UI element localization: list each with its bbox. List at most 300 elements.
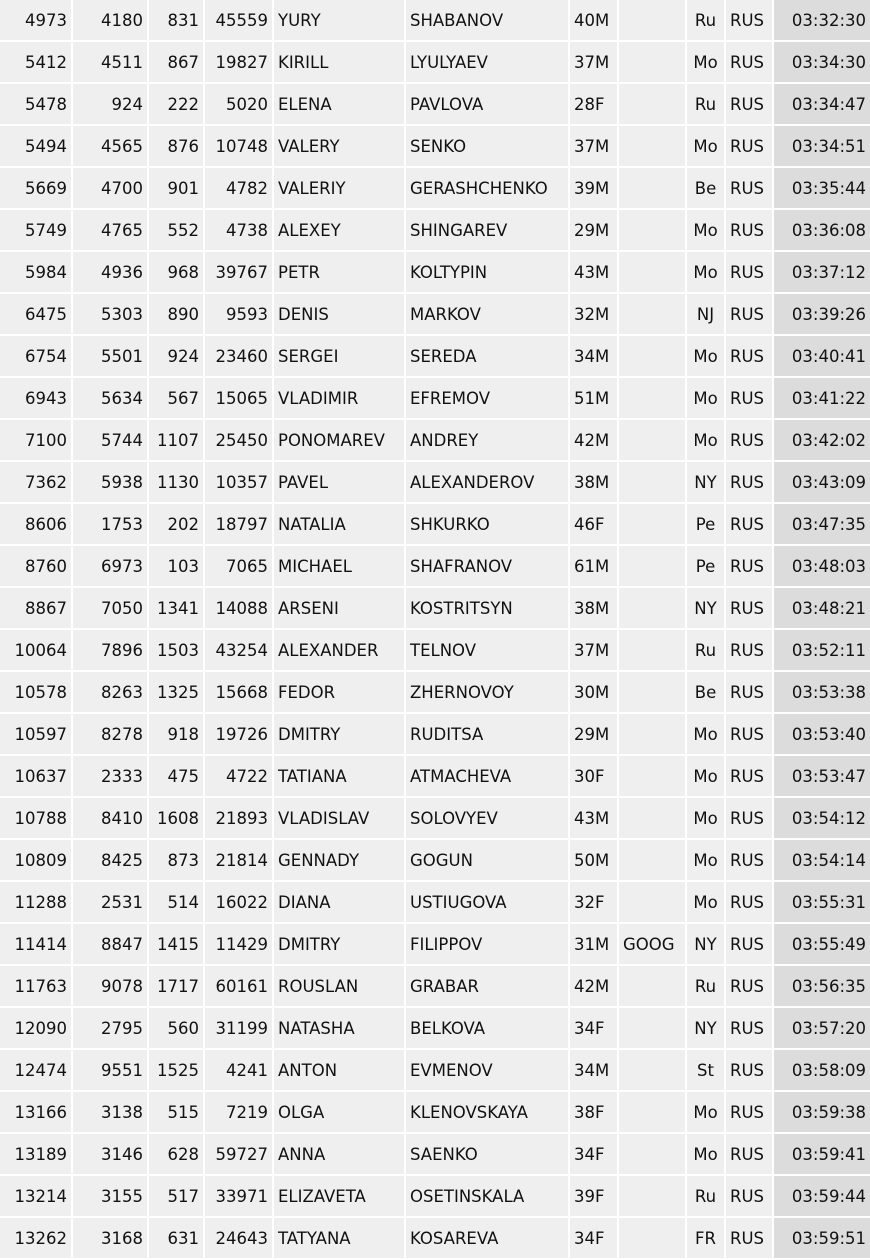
team-cell	[619, 588, 687, 630]
state-cell: NY	[687, 588, 726, 630]
time-cell: 03:34:47	[774, 84, 870, 126]
gender-place-cell: 2333	[73, 756, 149, 798]
bib-cell: 59727	[205, 1134, 274, 1176]
table-row	[0, 1008, 870, 1050]
division-place-cell: 1717	[149, 966, 205, 1008]
gender-place-cell: 8410	[73, 798, 149, 840]
age-sex-cell: 61M	[570, 546, 619, 588]
gender-place-cell: 4565	[73, 126, 149, 168]
country-cell: RUS	[726, 84, 774, 126]
last-name-cell: SOLOVYEV	[406, 798, 570, 840]
team-cell	[619, 882, 687, 924]
team-cell	[619, 168, 687, 210]
last-name-cell: OSETINSKALA	[406, 1176, 570, 1218]
last-name-cell: ALEXANDEROV	[406, 462, 570, 504]
division-place-cell: 552	[149, 210, 205, 252]
first-name-cell: ANTON	[274, 1050, 406, 1092]
age-sex-cell: 29M	[570, 210, 619, 252]
bib-cell: 60161	[205, 966, 274, 1008]
table-row	[0, 0, 870, 42]
first-name-cell: YURY	[274, 0, 406, 42]
bib-cell: 43254	[205, 630, 274, 672]
team-cell	[619, 756, 687, 798]
place-cell: 5478	[0, 84, 73, 126]
country-cell: RUS	[726, 630, 774, 672]
time-cell: 03:39:26	[774, 294, 870, 336]
age-sex-cell: 34F	[570, 1218, 619, 1260]
time-cell: 03:32:30	[774, 0, 870, 42]
bib-cell: 23460	[205, 336, 274, 378]
team-cell	[619, 252, 687, 294]
division-place-cell: 517	[149, 1176, 205, 1218]
bib-cell: 16022	[205, 882, 274, 924]
bib-cell: 11429	[205, 924, 274, 966]
table-row	[0, 588, 870, 630]
table-row	[0, 168, 870, 210]
table-row	[0, 546, 870, 588]
time-cell: 03:36:08	[774, 210, 870, 252]
last-name-cell: KOSAREVA	[406, 1218, 570, 1260]
first-name-cell: VLADIMIR	[274, 378, 406, 420]
table-row	[0, 42, 870, 84]
division-place-cell: 475	[149, 756, 205, 798]
gender-place-cell: 8425	[73, 840, 149, 882]
state-cell: Mo	[687, 1092, 726, 1134]
bib-cell: 21814	[205, 840, 274, 882]
age-sex-cell: 37M	[570, 126, 619, 168]
state-cell: Mo	[687, 714, 726, 756]
last-name-cell: ANDREY	[406, 420, 570, 462]
time-cell: 03:59:44	[774, 1176, 870, 1218]
team-cell	[619, 966, 687, 1008]
team-cell	[619, 378, 687, 420]
bib-cell: 33971	[205, 1176, 274, 1218]
team-cell	[619, 504, 687, 546]
state-cell: NY	[687, 1008, 726, 1050]
division-place-cell: 1415	[149, 924, 205, 966]
place-cell: 7100	[0, 420, 73, 462]
division-place-cell: 867	[149, 42, 205, 84]
place-cell: 6475	[0, 294, 73, 336]
gender-place-cell: 5634	[73, 378, 149, 420]
gender-place-cell: 3138	[73, 1092, 149, 1134]
division-place-cell: 1608	[149, 798, 205, 840]
bib-cell: 4241	[205, 1050, 274, 1092]
table-row	[0, 294, 870, 336]
state-cell: Mo	[687, 252, 726, 294]
state-cell: Be	[687, 168, 726, 210]
table-row	[0, 672, 870, 714]
bib-cell: 4782	[205, 168, 274, 210]
gender-place-cell: 9078	[73, 966, 149, 1008]
age-sex-cell: 30M	[570, 672, 619, 714]
gender-place-cell: 9551	[73, 1050, 149, 1092]
division-place-cell: 1525	[149, 1050, 205, 1092]
division-place-cell: 1503	[149, 630, 205, 672]
first-name-cell: VALERIY	[274, 168, 406, 210]
age-sex-cell: 32M	[570, 294, 619, 336]
gender-place-cell: 8278	[73, 714, 149, 756]
place-cell: 6943	[0, 378, 73, 420]
last-name-cell: MARKOV	[406, 294, 570, 336]
team-cell	[619, 798, 687, 840]
bib-cell: 9593	[205, 294, 274, 336]
time-cell: 03:57:20	[774, 1008, 870, 1050]
first-name-cell: ALEXANDER	[274, 630, 406, 672]
first-name-cell: VALERY	[274, 126, 406, 168]
first-name-cell: DMITRY	[274, 924, 406, 966]
table-row	[0, 504, 870, 546]
last-name-cell: PAVLOVA	[406, 84, 570, 126]
bib-cell: 24643	[205, 1218, 274, 1260]
team-cell	[619, 0, 687, 42]
division-place-cell: 628	[149, 1134, 205, 1176]
place-cell: 5412	[0, 42, 73, 84]
division-place-cell: 514	[149, 882, 205, 924]
first-name-cell: DIANA	[274, 882, 406, 924]
age-sex-cell: 46F	[570, 504, 619, 546]
country-cell: RUS	[726, 1134, 774, 1176]
time-cell: 03:53:47	[774, 756, 870, 798]
team-cell	[619, 714, 687, 756]
last-name-cell: LYULYAEV	[406, 42, 570, 84]
bib-cell: 4722	[205, 756, 274, 798]
country-cell: RUS	[726, 840, 774, 882]
gender-place-cell: 4936	[73, 252, 149, 294]
place-cell: 10788	[0, 798, 73, 840]
table-row	[0, 420, 870, 462]
table-row	[0, 84, 870, 126]
state-cell: Mo	[687, 798, 726, 840]
first-name-cell: PONOMAREV	[274, 420, 406, 462]
time-cell: 03:37:12	[774, 252, 870, 294]
table-row	[0, 1050, 870, 1092]
team-cell	[619, 630, 687, 672]
place-cell: 11414	[0, 924, 73, 966]
country-cell: RUS	[726, 210, 774, 252]
state-cell: FR	[687, 1218, 726, 1260]
age-sex-cell: 43M	[570, 252, 619, 294]
state-cell: Ru	[687, 630, 726, 672]
age-sex-cell: 34F	[570, 1134, 619, 1176]
gender-place-cell: 8263	[73, 672, 149, 714]
age-sex-cell: 37M	[570, 42, 619, 84]
bib-cell: 5020	[205, 84, 274, 126]
country-cell: RUS	[726, 0, 774, 42]
last-name-cell: FILIPPOV	[406, 924, 570, 966]
gender-place-cell: 1753	[73, 504, 149, 546]
division-place-cell: 918	[149, 714, 205, 756]
age-sex-cell: 50M	[570, 840, 619, 882]
division-place-cell: 890	[149, 294, 205, 336]
gender-place-cell: 4700	[73, 168, 149, 210]
first-name-cell: DENIS	[274, 294, 406, 336]
country-cell: RUS	[726, 378, 774, 420]
first-name-cell: DMITRY	[274, 714, 406, 756]
bib-cell: 18797	[205, 504, 274, 546]
first-name-cell: VLADISLAV	[274, 798, 406, 840]
place-cell: 13166	[0, 1092, 73, 1134]
time-cell: 03:55:49	[774, 924, 870, 966]
last-name-cell: GERASHCHENKO	[406, 168, 570, 210]
age-sex-cell: 29M	[570, 714, 619, 756]
first-name-cell: FEDOR	[274, 672, 406, 714]
table-row	[0, 798, 870, 840]
gender-place-cell: 3146	[73, 1134, 149, 1176]
first-name-cell: NATALIA	[274, 504, 406, 546]
state-cell: Mo	[687, 1134, 726, 1176]
first-name-cell: OLGA	[274, 1092, 406, 1134]
bib-cell: 7065	[205, 546, 274, 588]
state-cell: NY	[687, 924, 726, 966]
place-cell: 10637	[0, 756, 73, 798]
table-row	[0, 1134, 870, 1176]
last-name-cell: GRABAR	[406, 966, 570, 1008]
country-cell: RUS	[726, 924, 774, 966]
time-cell: 03:34:30	[774, 42, 870, 84]
team-cell	[619, 294, 687, 336]
place-cell: 10578	[0, 672, 73, 714]
country-cell: RUS	[726, 1050, 774, 1092]
state-cell: Mo	[687, 882, 726, 924]
last-name-cell: KOSTRITSYN	[406, 588, 570, 630]
bib-cell: 19726	[205, 714, 274, 756]
state-cell: Ru	[687, 1176, 726, 1218]
place-cell: 13262	[0, 1218, 73, 1260]
gender-place-cell: 5501	[73, 336, 149, 378]
division-place-cell: 567	[149, 378, 205, 420]
gender-place-cell: 4511	[73, 42, 149, 84]
time-cell: 03:56:35	[774, 966, 870, 1008]
division-place-cell: 1107	[149, 420, 205, 462]
age-sex-cell: 51M	[570, 378, 619, 420]
bib-cell: 39767	[205, 252, 274, 294]
time-cell: 03:53:40	[774, 714, 870, 756]
gender-place-cell: 7050	[73, 588, 149, 630]
last-name-cell: BELKOVA	[406, 1008, 570, 1050]
time-cell: 03:47:35	[774, 504, 870, 546]
time-cell: 03:54:14	[774, 840, 870, 882]
time-cell: 03:40:41	[774, 336, 870, 378]
place-cell: 8867	[0, 588, 73, 630]
bib-cell: 15065	[205, 378, 274, 420]
age-sex-cell: 34F	[570, 1008, 619, 1050]
last-name-cell: TELNOV	[406, 630, 570, 672]
gender-place-cell: 3168	[73, 1218, 149, 1260]
team-cell	[619, 1008, 687, 1050]
division-place-cell: 831	[149, 0, 205, 42]
place-cell: 8760	[0, 546, 73, 588]
country-cell: RUS	[726, 42, 774, 84]
age-sex-cell: 32F	[570, 882, 619, 924]
first-name-cell: MICHAEL	[274, 546, 406, 588]
gender-place-cell: 3155	[73, 1176, 149, 1218]
first-name-cell: GENNADY	[274, 840, 406, 882]
country-cell: RUS	[726, 672, 774, 714]
division-place-cell: 876	[149, 126, 205, 168]
table-row	[0, 126, 870, 168]
state-cell: Mo	[687, 42, 726, 84]
gender-place-cell: 5303	[73, 294, 149, 336]
table-row	[0, 630, 870, 672]
state-cell: St	[687, 1050, 726, 1092]
country-cell: RUS	[726, 462, 774, 504]
age-sex-cell: 39F	[570, 1176, 619, 1218]
bib-cell: 31199	[205, 1008, 274, 1050]
country-cell: RUS	[726, 798, 774, 840]
country-cell: RUS	[726, 714, 774, 756]
gender-place-cell: 2531	[73, 882, 149, 924]
time-cell: 03:54:12	[774, 798, 870, 840]
time-cell: 03:41:22	[774, 378, 870, 420]
division-place-cell: 1130	[149, 462, 205, 504]
table-row	[0, 252, 870, 294]
team-cell	[619, 672, 687, 714]
team-cell	[619, 336, 687, 378]
team-cell	[619, 1134, 687, 1176]
division-place-cell: 631	[149, 1218, 205, 1260]
division-place-cell: 901	[149, 168, 205, 210]
age-sex-cell: 43M	[570, 798, 619, 840]
state-cell: Mo	[687, 840, 726, 882]
country-cell: RUS	[726, 126, 774, 168]
country-cell: RUS	[726, 1218, 774, 1260]
place-cell: 5494	[0, 126, 73, 168]
state-cell: Ru	[687, 84, 726, 126]
country-cell: RUS	[726, 756, 774, 798]
bib-cell: 21893	[205, 798, 274, 840]
table-row	[0, 1176, 870, 1218]
table-row	[0, 966, 870, 1008]
place-cell: 4973	[0, 0, 73, 42]
table-row	[0, 378, 870, 420]
table-row	[0, 336, 870, 378]
division-place-cell: 968	[149, 252, 205, 294]
country-cell: RUS	[726, 420, 774, 462]
country-cell: RUS	[726, 1176, 774, 1218]
division-place-cell: 560	[149, 1008, 205, 1050]
place-cell: 10597	[0, 714, 73, 756]
gender-place-cell: 5938	[73, 462, 149, 504]
last-name-cell: ZHERNOVOY	[406, 672, 570, 714]
age-sex-cell: 38M	[570, 588, 619, 630]
gender-place-cell: 6973	[73, 546, 149, 588]
state-cell: Pe	[687, 546, 726, 588]
state-cell: Mo	[687, 336, 726, 378]
country-cell: RUS	[726, 168, 774, 210]
first-name-cell: PETR	[274, 252, 406, 294]
table-row	[0, 462, 870, 504]
country-cell: RUS	[726, 588, 774, 630]
bib-cell: 10748	[205, 126, 274, 168]
division-place-cell: 924	[149, 336, 205, 378]
age-sex-cell: 39M	[570, 168, 619, 210]
time-cell: 03:43:09	[774, 462, 870, 504]
state-cell: Ru	[687, 966, 726, 1008]
last-name-cell: SEREDA	[406, 336, 570, 378]
division-place-cell: 1325	[149, 672, 205, 714]
state-cell: Be	[687, 672, 726, 714]
team-cell	[619, 42, 687, 84]
first-name-cell: ELIZAVETA	[274, 1176, 406, 1218]
state-cell: Mo	[687, 126, 726, 168]
team-cell	[619, 1050, 687, 1092]
country-cell: RUS	[726, 1008, 774, 1050]
first-name-cell: ELENA	[274, 84, 406, 126]
bib-cell: 4738	[205, 210, 274, 252]
gender-place-cell: 924	[73, 84, 149, 126]
gender-place-cell: 4180	[73, 0, 149, 42]
team-cell: GOOG	[619, 924, 687, 966]
bib-cell: 25450	[205, 420, 274, 462]
country-cell: RUS	[726, 882, 774, 924]
last-name-cell: SHKURKO	[406, 504, 570, 546]
time-cell: 03:59:41	[774, 1134, 870, 1176]
place-cell: 11288	[0, 882, 73, 924]
state-cell: Pe	[687, 504, 726, 546]
country-cell: RUS	[726, 252, 774, 294]
age-sex-cell: 42M	[570, 966, 619, 1008]
time-cell: 03:34:51	[774, 126, 870, 168]
place-cell: 11763	[0, 966, 73, 1008]
division-place-cell: 873	[149, 840, 205, 882]
bib-cell: 14088	[205, 588, 274, 630]
state-cell: Mo	[687, 756, 726, 798]
time-cell: 03:59:51	[774, 1218, 870, 1260]
age-sex-cell: 42M	[570, 420, 619, 462]
last-name-cell: USTIUGOVA	[406, 882, 570, 924]
age-sex-cell: 38F	[570, 1092, 619, 1134]
last-name-cell: EFREMOV	[406, 378, 570, 420]
team-cell	[619, 1218, 687, 1260]
age-sex-cell: 38M	[570, 462, 619, 504]
gender-place-cell: 2795	[73, 1008, 149, 1050]
country-cell: RUS	[726, 966, 774, 1008]
place-cell: 6754	[0, 336, 73, 378]
first-name-cell: TATYANA	[274, 1218, 406, 1260]
time-cell: 03:48:03	[774, 546, 870, 588]
table-row	[0, 1218, 870, 1260]
place-cell: 5749	[0, 210, 73, 252]
first-name-cell: NATASHA	[274, 1008, 406, 1050]
time-cell: 03:59:38	[774, 1092, 870, 1134]
team-cell	[619, 420, 687, 462]
last-name-cell: GOGUN	[406, 840, 570, 882]
place-cell: 12474	[0, 1050, 73, 1092]
place-cell: 5984	[0, 252, 73, 294]
first-name-cell: TATIANA	[274, 756, 406, 798]
time-cell: 03:58:09	[774, 1050, 870, 1092]
team-cell	[619, 840, 687, 882]
last-name-cell: EVMENOV	[406, 1050, 570, 1092]
team-cell	[619, 1092, 687, 1134]
time-cell: 03:52:11	[774, 630, 870, 672]
time-cell: 03:48:21	[774, 588, 870, 630]
division-place-cell: 222	[149, 84, 205, 126]
team-cell	[619, 84, 687, 126]
state-cell: Ru	[687, 0, 726, 42]
state-cell: Mo	[687, 420, 726, 462]
team-cell	[619, 126, 687, 168]
team-cell	[619, 210, 687, 252]
age-sex-cell: 30F	[570, 756, 619, 798]
place-cell: 10809	[0, 840, 73, 882]
last-name-cell: SENKO	[406, 126, 570, 168]
bib-cell: 19827	[205, 42, 274, 84]
age-sex-cell: 34M	[570, 336, 619, 378]
table-row	[0, 924, 870, 966]
place-cell: 12090	[0, 1008, 73, 1050]
